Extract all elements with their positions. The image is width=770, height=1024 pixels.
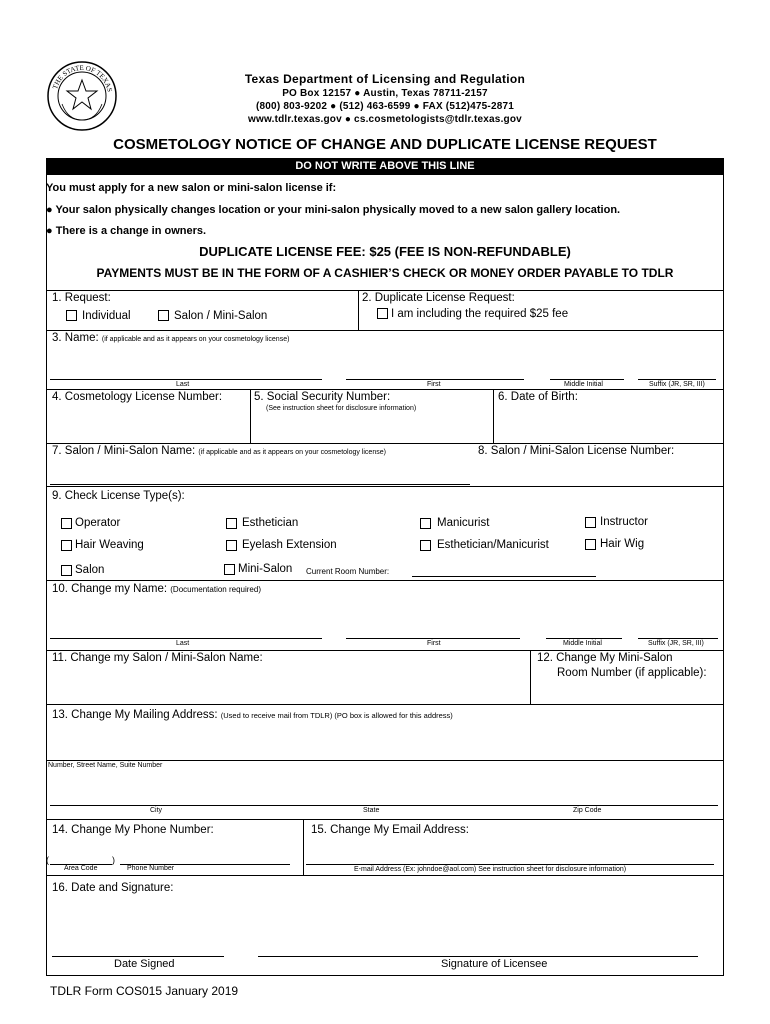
- intro-line: You must apply for a new salon or mini-salon license if:: [46, 182, 337, 194]
- license-number-label: 4. Cosmetology License Number:: [52, 391, 223, 403]
- operator-checkbox[interactable]: [61, 518, 72, 529]
- form-title: COSMETOLOGY NOTICE OF CHANGE AND DUPLICATE LICENSE REQUEST: [113, 136, 657, 153]
- phone-label: 14. Change My Phone Number:: [52, 824, 214, 836]
- change-salon-name-label: 11. Change my Salon / Mini-Salon Name:: [52, 652, 263, 664]
- license-type-label: 9. Check License Type(s):: [52, 490, 185, 502]
- salon-license-label: 8. Salon / Mini-Salon License Number:: [478, 445, 675, 457]
- esthetician-label: Esthetician: [242, 517, 299, 529]
- duplicate-fee-label: I am including the required $25 fee: [391, 308, 569, 320]
- name-middle-caption: Middle Initial: [564, 381, 603, 388]
- change-name-label: 10. Change my Name: (Documentation required): [52, 583, 261, 595]
- hair-wig-checkbox[interactable]: [585, 539, 596, 550]
- operator-label: Operator: [75, 517, 121, 529]
- ssn-note: (See instruction sheet for disclosure information): [266, 405, 417, 412]
- instructor-label: Instructor: [600, 516, 648, 528]
- hair-weaving-label: Hair Weaving: [75, 539, 144, 551]
- manicurist-label: Manicurist: [437, 517, 490, 529]
- room-change-label-1: 12. Change My Mini-Salon: [537, 652, 673, 664]
- svg-text:THE STATE OF TEXAS: THE STATE OF TEXAS: [51, 63, 114, 93]
- mini-salon-checkbox[interactable]: [224, 564, 235, 575]
- area-code-paren-close: ): [112, 855, 115, 865]
- intro-bullet-2: ● There is a change in owners.: [46, 225, 207, 237]
- esthetician-checkbox[interactable]: [226, 518, 237, 529]
- salon-checkbox[interactable]: [61, 565, 72, 576]
- change-suffix-caption: Suffix (JR, SR, III): [648, 640, 704, 647]
- fee-notice: DUPLICATE LICENSE FEE: $25 (FEE IS NON-REFUNDABLE): [199, 244, 571, 259]
- duplicate-label: 2. Duplicate License Request:: [362, 292, 515, 304]
- signature-caption: Signature of Licensee: [441, 958, 548, 970]
- area-code-caption: Area Code: [64, 865, 98, 872]
- mini-salon-label: Mini-Salon: [238, 563, 293, 575]
- payment-notice: PAYMENTS MUST BE IN THE FORM OF A CASHIER’S CHECK OR MONEY ORDER PAYABLE TO TDLR: [96, 266, 674, 280]
- duplicate-fee-checkbox[interactable]: [377, 308, 388, 319]
- name-first-caption: First: [427, 381, 441, 388]
- area-code-paren: (: [46, 855, 49, 865]
- intro-bullet-1: ● Your salon physically changes location or your mini-salon physically moved to a new salon gallery location.: [46, 204, 621, 216]
- manicurist-checkbox[interactable]: [420, 518, 431, 529]
- request-label: 1. Request:: [52, 292, 111, 304]
- esthetician-manicurist-label: Esthetician/Manicurist: [437, 539, 549, 551]
- salon-label: Salon: [75, 564, 105, 576]
- agency-phones: (800) 803-9202 ● (512) 463-6599 ● FAX (512)475-2871: [256, 101, 514, 112]
- do-not-write-bar: DO NOT WRITE ABOVE THIS LINE: [46, 158, 724, 174]
- name-last-caption: Last: [176, 381, 190, 388]
- state-caption: State: [363, 807, 380, 814]
- form-footer: TDLR Form COS015 January 2019: [50, 984, 239, 998]
- salon-request-label: Salon / Mini-Salon: [174, 310, 268, 322]
- individual-checkbox[interactable]: [66, 310, 77, 321]
- agency-name: Texas Department of Licensing and Regulation: [244, 72, 526, 86]
- zip-caption: Zip Code: [573, 807, 602, 814]
- name-label: 3. Name: (if applicable and as it appears on your cosmetology license): [52, 332, 290, 344]
- eyelash-extension-label: Eyelash Extension: [242, 539, 337, 551]
- individual-label: Individual: [82, 310, 131, 322]
- name-suffix-caption: Suffix (JR, SR, III): [649, 381, 705, 388]
- esthetician-manicurist-checkbox[interactable]: [420, 540, 431, 551]
- phone-number-caption: Phone Number: [127, 865, 175, 872]
- salon-request-checkbox[interactable]: [158, 310, 169, 321]
- agency-address: PO Box 12157 ● Austin, Texas 78711-2157: [282, 88, 488, 99]
- date-signed-caption: Date Signed: [114, 958, 175, 970]
- email-caption: E-mail Address (Ex: johndoe@aol.com) See instruction sheet for disclosure information): [354, 866, 627, 873]
- street-caption: Number, Street Name, Suite Number: [48, 762, 163, 769]
- change-last-caption: Last: [176, 640, 190, 647]
- room-change-label-2: Room Number (if applicable):: [557, 667, 707, 679]
- city-caption: City: [150, 807, 163, 814]
- agency-web: www.tdlr.texas.gov ● cs.cosmetologists@tdlr.texas.gov: [248, 114, 522, 125]
- ssn-label: 5. Social Security Number:: [254, 391, 391, 403]
- signature-section-label: 16. Date and Signature:: [52, 882, 174, 894]
- change-middle-caption: Middle Initial: [563, 640, 602, 647]
- eyelash-extension-checkbox[interactable]: [226, 540, 237, 551]
- mailing-address-label: 13. Change My Mailing Address: (Used to receive mail from TDLR) (PO box is allowed for this address): [52, 709, 453, 721]
- hair-weaving-checkbox[interactable]: [61, 540, 72, 551]
- hair-wig-label: Hair Wig: [600, 538, 645, 550]
- salon-name-label: 7. Salon / Mini-Salon Name: (if applicable and as it appears on your cosmetology license): [52, 445, 386, 457]
- instructor-checkbox[interactable]: [585, 517, 596, 528]
- change-first-caption: First: [427, 640, 441, 647]
- room-number-label: Current Room Number:: [306, 567, 390, 576]
- dob-label: 6. Date of Birth:: [498, 391, 578, 403]
- email-label: 15. Change My Email Address:: [311, 824, 469, 836]
